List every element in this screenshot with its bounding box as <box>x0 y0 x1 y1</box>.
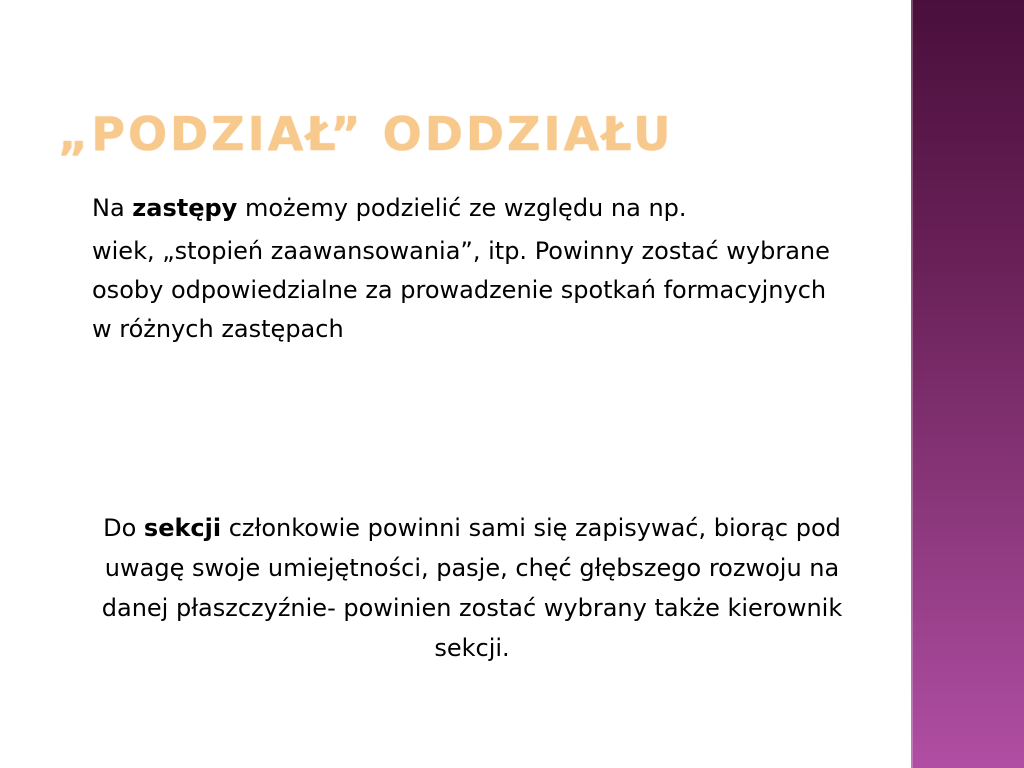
slide-title: „PODZIAŁ” ODDZIAŁU <box>58 107 674 161</box>
paragraph-zastepy-prefix: Na <box>92 194 133 222</box>
paragraph-zastepy-first-line <box>92 188 852 228</box>
paragraph-zastepy-first-line-rest: możemy podzielić ze względu na np. <box>237 194 687 222</box>
side-band-edge <box>911 0 913 768</box>
paragraph-zastepy-bold: zastępy <box>132 194 238 222</box>
side-decorative-band <box>911 0 1024 768</box>
paragraph-zastepy <box>92 188 852 349</box>
paragraph-sekcje-prefix: Do <box>103 514 144 542</box>
paragraph-zastepy-rest: wiek, „stopień zaawansowania”, itp. Powinny zostać wybrane osoby odpowiedzialne za prowadzenie spotkań formacyjnych w różnych zastępach <box>92 237 830 343</box>
paragraph-sekcje-bold: sekcji <box>143 514 222 542</box>
paragraph-sekcje-rest: członkowie powinni sami się zapisywać, biorąc pod uwagę swoje umiejętności, pasje, chęć głębszego rozwoju na danej płaszczyźnie- powinien zostać wybrany także kierownik sekcji. <box>101 514 843 662</box>
paragraph-sekcje <box>92 508 852 668</box>
